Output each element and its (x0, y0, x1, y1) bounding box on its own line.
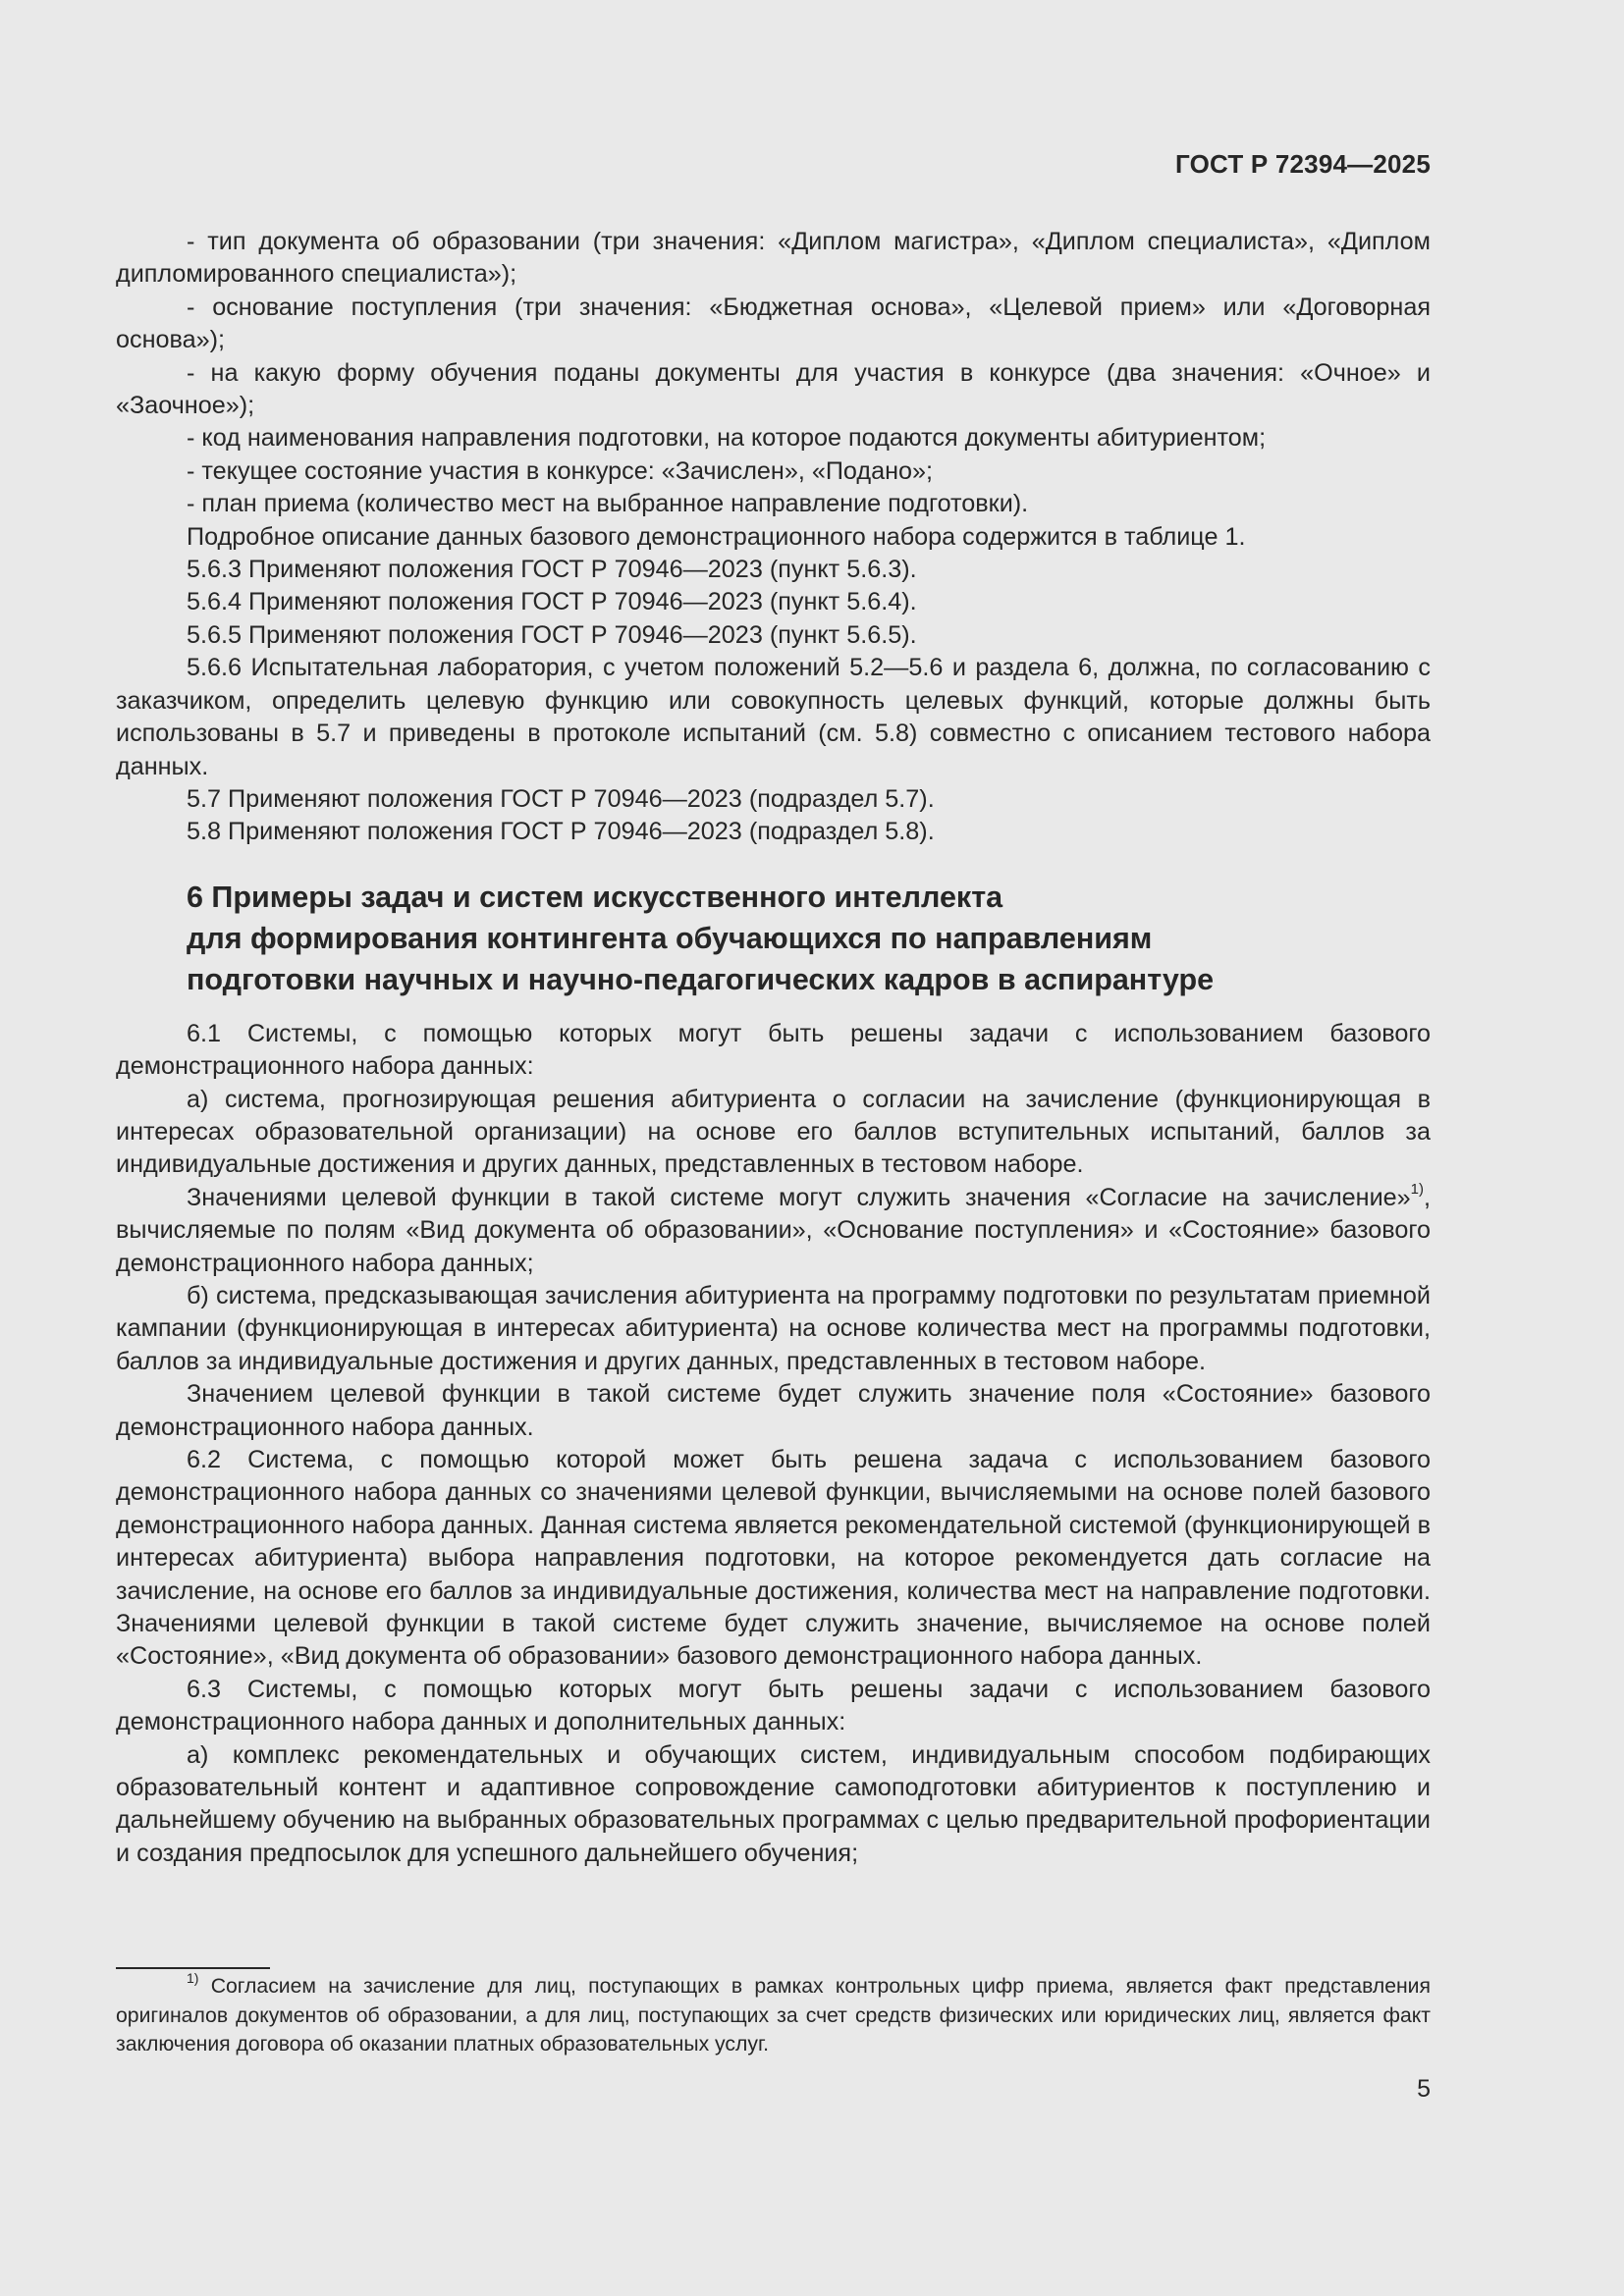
clause-5-6-5: 5.6.5 Применяют положения ГОСТ Р 70946—2023 (пункт 5.6.5). (187, 620, 917, 649)
clause-5-6-3: 5.6.3 Применяют положения ГОСТ Р 70946—2023 (пункт 5.6.3). (187, 556, 917, 584)
section-6-heading (116, 877, 1431, 1000)
section-heading-line: подготовки научных и научно-педагогических кадров в аспирантуре (187, 962, 1215, 996)
paragraph-text: , вычисляемые по полям «Вид документа об образовании», «Основание поступления» и «Состояние» базового демонстрационного набора данных; (116, 1183, 1431, 1277)
clause-5-6-6: 5.6.6 Испытательная лаборатория, с учетом положений 5.2—5.6 и раздела 6, должна, по согласованию с заказчиком, определить целевую функцию или совокупность целевых функций, которые должны быть использованы в 5.7 и приведены в протоколе испытаний (см. 5.8) совместно с описанием тестового набора данных. (116, 654, 1431, 780)
footnote-separator (116, 1967, 270, 1969)
list-item-admission-plan: - план приема (количество мест на выбранное направление подготовки). (187, 490, 1029, 518)
item-6-1-a: а) система, прогнозирующая решения абитуриента о согласии на зачисление (функционирующая в интересах образовательной организации) на основе его баллов вступительных испытаний, баллов за индивидуальные достижения и других данных, представленных в тестовом наборе. (116, 1085, 1431, 1179)
list-item-direction-code: - код наименования направления подготовки, на которое подаются документы абитуриентом; (187, 424, 1267, 453)
section-heading-line: для формирования контингента обучающихся по направлениям (187, 921, 1153, 955)
paragraph-target-function-consent (116, 1182, 1431, 1280)
footnote (116, 1972, 1431, 2059)
paragraph-text: Значениями целевой функции в такой системе могут служить значения «Согласие на зачисление» (187, 1183, 1411, 1211)
clause-5-6-4: 5.6.4 Применяют положения ГОСТ Р 70946—2023 (пункт 5.6.4). (187, 588, 917, 616)
footnote-marker: 1) (187, 1970, 199, 1986)
item-6-3-a: а) комплекс рекомендательных и обучающих систем, индивидуальным способом подбирающих образовательный контент и адаптивное сопровождение самоподготовки абитуриентов к поступлению и дальнейшему обучению на выбранных образовательных программах с целью предварительной профориентации и создания предпосылок для успешного дальнейшего обучения; (116, 1740, 1431, 1867)
clause-6-3: 6.3 Системы, с помощью которых могут быть решены задачи с использованием базового демонстрационного набора данных и дополнительных данных: (116, 1675, 1431, 1736)
document-code: ГОСТ Р 72394—2025 (1175, 149, 1431, 179)
footnote-text: Согласием на зачисление для лиц, поступающих в рамках контрольных цифр приема, является факт представления оригиналов документов об образовании, а для лиц, поступающих за счет средств физических или юридических лиц, является факт заключения договора об оказании платных образовательных услуг. (116, 1975, 1431, 2056)
document-page (116, 0, 1431, 2296)
list-item-contest-status: - текущее состояние участия в конкурсе: «Зачислен», «Подано»; (187, 456, 934, 485)
paragraph-target-function-status: Значением целевой функции в такой системе будет служить значение поля «Состояние» базового демонстрационного набора данных. (116, 1380, 1431, 1441)
footnote-reference[interactable]: 1) (1410, 1180, 1424, 1198)
list-item-study-form: - на какую форму обучения поданы документы для участия в конкурсе (два значения: «Очное» и «Заочное»); (116, 358, 1431, 420)
clause-6-2: 6.2 Система, с помощью которой может быть решена задача с использованием базового демонстрационного набора данных со значениями целевой функции, вычисляемыми на основе полей базового демонстрационного набора данных. Данная система является рекомендательной системой (функционирующей в интересах абитуриента) выбора направления подготовки, на которое рекомендуется дать согласие на зачисление, на основе его баллов за индивидуальные достижения, количества мест на направление подготовки. Значениями целевой функции в такой системе будет служить значение, вычисляемое на основе полей «Состояние», «Вид документа об образовании» базового демонстрационного набора данных. (116, 1446, 1431, 1671)
list-item-admission-basis: - основание поступления (три значения: «Бюджетная основа», «Целевой прием» или «Договорная основа»); (116, 293, 1431, 354)
body-text (116, 226, 1431, 1870)
section-heading-line: 6 Примеры задач и систем искусственного интеллекта (187, 880, 1003, 914)
clause-6-1: 6.1 Системы, с помощью которых могут быть решены задачи с использованием базового демонстрационного набора данных: (116, 1019, 1431, 1081)
list-item-document-type: - тип документа об образовании (три значения: «Диплом магистра», «Диплом специалиста», «Диплом дипломированного специалиста»); (116, 228, 1431, 289)
clause-5-7: 5.7 Применяют положения ГОСТ Р 70946—2023 (подраздел 5.7). (187, 784, 935, 813)
clause-5-8: 5.8 Применяют положения ГОСТ Р 70946—2023 (подраздел 5.8). (187, 818, 935, 846)
item-6-1-b: б) система, предсказывающая зачисления абитуриента на программу подготовки по результатам приемной кампании (функционирующая в интересах абитуриента) на основе количества мест на программы подготовки, баллов за индивидуальные достижения и других данных, представленных в тестовом наборе. (116, 1281, 1431, 1375)
page-number: 5 (1417, 2075, 1431, 2103)
paragraph-table-reference: Подробное описание данных базового демонстрационного набора содержится в таблице 1. (187, 522, 1246, 551)
